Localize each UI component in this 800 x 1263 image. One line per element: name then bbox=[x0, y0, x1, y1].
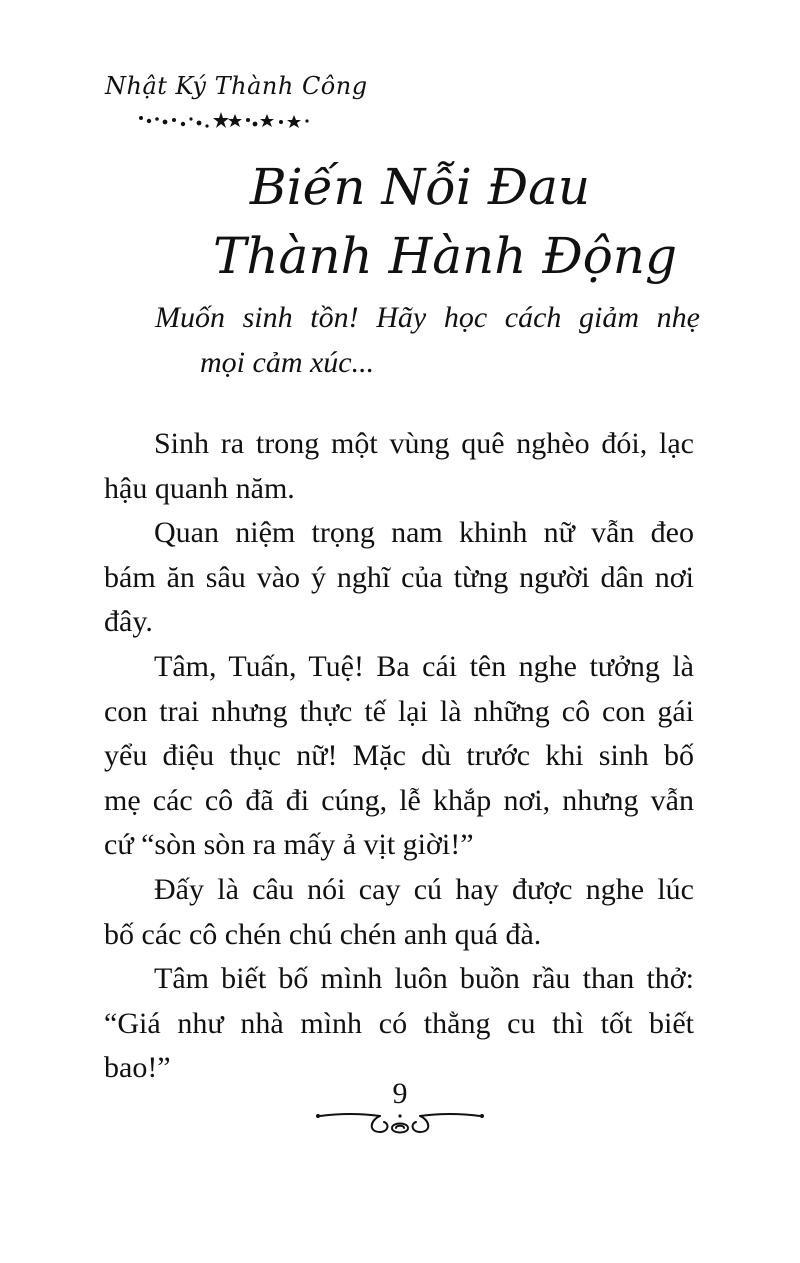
chapter-title-line-2: Thành Hành Động bbox=[212, 227, 678, 285]
paragraph-line: Đấy là câu nói cay cú hay được nghe lúc bbox=[154, 872, 694, 906]
chapter-title-line-1: Biến Nỗi Đau bbox=[249, 158, 591, 216]
paragraph-line: đây. bbox=[104, 605, 153, 639]
paragraph-line: Tâm biết bố mình luôn buồn rầu than thở: bbox=[154, 962, 694, 996]
paragraph-line: yểu điệu thục nữ! Mặc dù trước khi sinh bố bbox=[104, 739, 694, 773]
paragraph-line: “Giá như nhà mình có thằng cu thì tốt biết bbox=[104, 1006, 694, 1040]
epigraph-line: mọi cảm xúc... bbox=[200, 345, 375, 379]
paragraph-line: mẹ các cô đã đi cúng, lễ khắp nơi, nhưng vẫn bbox=[104, 783, 694, 817]
stars-dots-flourish-icon bbox=[137, 110, 317, 132]
paragraph-line: con trai nhưng thực tế lại là những cô con gái bbox=[104, 694, 694, 728]
paragraph-line: bám ăn sâu vào ý nghĩ của từng người dân nơi bbox=[104, 560, 694, 594]
paragraph-line: bao!” bbox=[104, 1051, 171, 1085]
page-number: 9 bbox=[392, 1077, 408, 1110]
epigraph-line: Muốn sinh tồn! Hãy học cách giảm nhẹ bbox=[155, 301, 700, 334]
header-title: Nhật Ký Thành Công bbox=[105, 72, 368, 100]
paragraph-line: Sinh ra trong một vùng quê nghèo đói, lạc bbox=[154, 427, 694, 460]
body-text bbox=[104, 422, 694, 1091]
paragraph-line: Quan niệm trọng nam khinh nữ vẫn đeo bbox=[154, 516, 694, 550]
epigraph bbox=[155, 296, 700, 385]
paragraph-line: bố các cô chén chú chén anh quá đà. bbox=[104, 917, 542, 951]
page-footer bbox=[310, 1077, 490, 1142]
scroll-flourish-icon bbox=[310, 1102, 490, 1142]
paragraph-line: cứ “sòn sòn ra mấy ả vịt giời!” bbox=[104, 828, 474, 862]
running-header bbox=[95, 68, 368, 138]
paragraph-line: hậu quanh năm. bbox=[104, 471, 295, 505]
paragraph-line: Tâm, Tuấn, Tuệ! Ba cái tên nghe tưởng là bbox=[154, 649, 694, 683]
